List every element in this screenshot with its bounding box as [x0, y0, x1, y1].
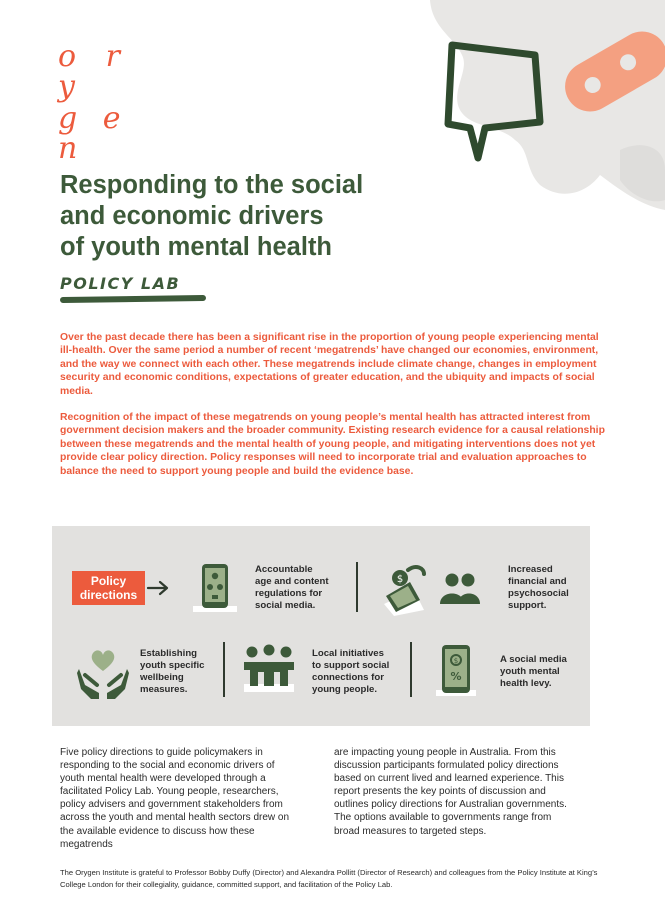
- label-line: youth specific: [140, 660, 205, 671]
- body-column-left: Five policy directions to guide policymakers in responding to the social and economic drivers of youth mental health were developed through a facilitated Policy Lab. Young people, researchers, policy advisers and government stakeholders from across the youth and mental health sectors drew on the available evidence to discuss how these megatrends: [60, 747, 290, 850]
- label-line: Local initiatives: [312, 648, 384, 659]
- label-line: to support social: [312, 660, 390, 671]
- policy-lab-underline: [60, 295, 206, 303]
- label-line: Accountable: [255, 564, 313, 575]
- policy-directions-label: [72, 571, 145, 605]
- policy-item-label: [508, 564, 569, 612]
- intro-paragraph: Recognition of the impact of these megatrends on young people’s mental health has attracted interest from government decision makers and the broader community. Existing research evidence for a causal relationship between these megatrends and the mental health of young people, and mitigating interventions does not yet provide clear policy direction. Policy responses will need to incorporate trial and evaluation approaches to balance the need to support young people and build the evidence base.: [60, 412, 605, 477]
- policy-item-label: [500, 654, 567, 690]
- divider: [410, 642, 412, 697]
- svg-text:%: %: [450, 670, 462, 683]
- grey-blob-shape: [430, 0, 665, 210]
- label-line: wellbeing: [140, 672, 184, 683]
- policy-item-label: [255, 564, 329, 612]
- label-line: connections for: [312, 672, 384, 683]
- label-line: Establishing: [140, 648, 198, 659]
- label-line: age and content: [255, 576, 329, 587]
- label-line: psychosocial: [508, 588, 569, 599]
- label-line: financial and: [508, 576, 567, 587]
- grey-blob-shape: [620, 145, 665, 201]
- arrow-right-icon: [146, 580, 172, 596]
- label-line: young people.: [312, 684, 378, 695]
- page-title: [60, 170, 420, 263]
- label-line: A social media: [500, 654, 567, 665]
- label-line: measures.: [140, 684, 188, 695]
- policy-directions-panel: [52, 526, 590, 726]
- phone-levy-icon: [432, 642, 480, 700]
- svg-text:$: $: [453, 657, 459, 665]
- pill-shape: [556, 22, 665, 120]
- policy-lab-tag: [60, 270, 210, 304]
- policy-lab-text: POLICY LAB: [60, 274, 181, 293]
- policy-item-label: [140, 648, 205, 696]
- policy-item-label: [312, 648, 389, 696]
- divider: [223, 642, 225, 697]
- label-line: social media.: [255, 600, 316, 611]
- title-line: and economic drivers: [60, 202, 324, 230]
- intro-paragraph: Over the past decade there has been a significant rise in the proportion of young people experiencing mental ill-health. Over the same period a number of recent ‘megatrends’ have changed our economies, environment, and the way we connect with each other. These megatrends include climate change, changes in employment security and economic conditions, expectations of greater education, and the ubiquity and impacts of social media.: [60, 332, 599, 397]
- heart-hands-icon: [75, 645, 131, 701]
- label-line: Increased: [508, 564, 553, 575]
- speech-bubble-icon: [448, 45, 540, 158]
- label-line: health levy.: [500, 678, 552, 689]
- group-icon: [240, 642, 298, 696]
- svg-text:$: $: [396, 574, 404, 585]
- logo-line: o r y: [58, 39, 130, 104]
- title-line: of youth mental health: [60, 233, 333, 261]
- policy-directions-line: Policy: [90, 574, 127, 588]
- policy-directions-line: directions: [79, 588, 138, 602]
- logo-line: g e n: [58, 101, 129, 166]
- label-line: support.: [508, 600, 547, 611]
- body-column-right: are impacting young people in Australia. From this discussion participants formulated policy directions based on current lived and learned experience. This report presents the key points of discussion and outlines policy directions for Australian governments. The options available to governments range from broad measures to targeted steps.: [334, 747, 567, 837]
- divider: [356, 562, 358, 612]
- title-line: Responding to the social: [60, 171, 364, 199]
- acknowledgement-footnote: The Orygen Institute is grateful to Professor Bobby Duffy (Director) and Alexandra Pollitt (Director of Research) and colleagues from the Policy Institute at King’s College London for their collegiality, guidance, committed support, and facilitation of the Policy Lab.: [60, 868, 598, 889]
- label-line: regulations for: [255, 588, 323, 599]
- label-line: youth mental: [500, 666, 560, 677]
- phone-people-icon: [190, 560, 240, 616]
- orygen-logo: [58, 39, 168, 166]
- money-people-icon: [380, 560, 490, 616]
